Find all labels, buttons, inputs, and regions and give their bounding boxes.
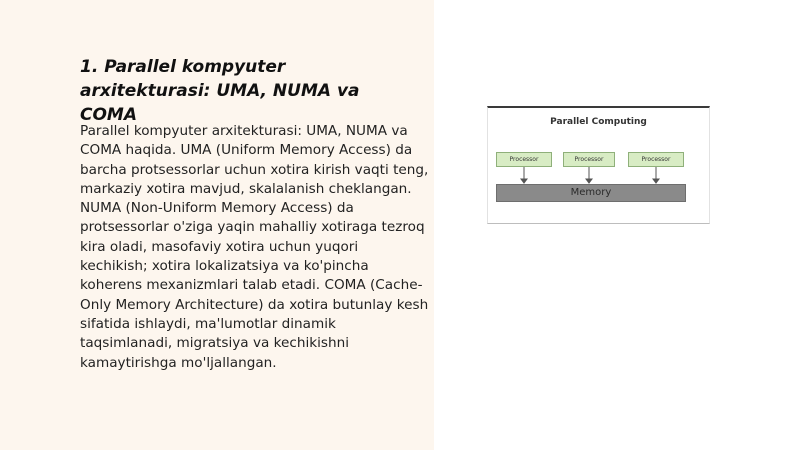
connector-arrow-2: [586, 179, 592, 183]
connector-arrow-3: [653, 179, 659, 183]
slide-title: 1. Parallel kompyuter arxitekturasi: UMA, NUMA va COMA: [80, 57, 360, 125]
slide-body-text: Parallel kompyuter arxitekturasi: UMA, NUMA va COMA haqida. UMA (Uniform Memory Access) da barcha protsessorlar uchun xotira kirish vaqti teng, markaziy xotira mavjud, skalalanish cheklangan. NUMA (Non-Uniform Memory Access) da protsessorlar o'ziga yaqin mahalliy xotiraga tezroq kira oladi, masofaviy xotira uchun yuqori kechikish; xotira lokalizatsiya va ko'pincha koherens mexanizmlari talab etadi. COMA (Cache-Only Memory Architecture) da xotira butunlay kesh sifatida ishlaydi, ma'lumotlar dinamik taqsimlanadi, migratsiya va kechikishni kamaytirishga mo'ljallangan.: [80, 123, 429, 371]
right-panel: [434, 0, 800, 450]
connector-arrow-1: [521, 179, 527, 183]
memory-box: Memory: [496, 184, 686, 202]
parallel-computing-diagram: [487, 106, 710, 224]
processor-box-1: Processor: [496, 152, 552, 167]
processor-box-3: Processor: [628, 152, 684, 167]
diagram-title: Parallel Computing: [550, 117, 647, 127]
processor-box-2: Processor: [563, 152, 615, 167]
